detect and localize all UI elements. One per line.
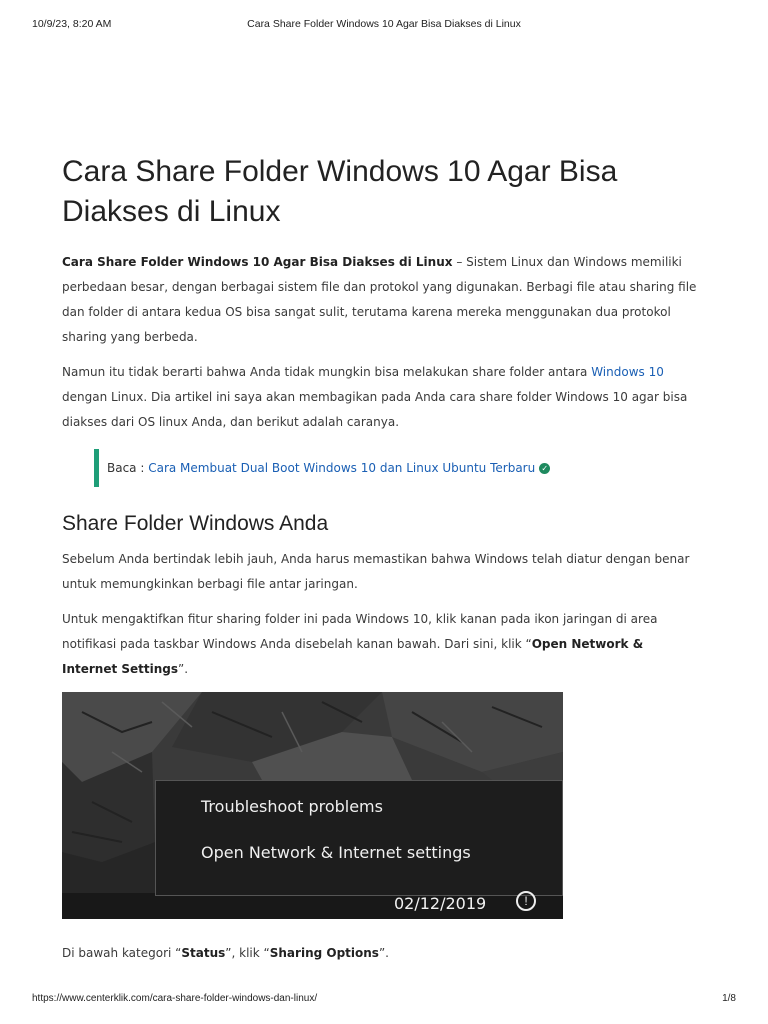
paragraph-4-bold: Open Network & Internet Settings bbox=[62, 637, 644, 676]
notification-icon: ! bbox=[516, 891, 536, 911]
network-menu-screenshot bbox=[62, 692, 563, 919]
paragraph-2-after: dengan Linux. Dia artikel ini saya akan membagikan pada Anda cara share folder Windows 10 agar bisa diakses dari OS linux Anda, dan berikut adalah caranya. bbox=[62, 390, 688, 429]
taskbar-date: 02/12/2019 bbox=[394, 894, 487, 913]
paragraph-4-after: ”. bbox=[178, 662, 189, 676]
paragraph-5-part-1: Di bawah kategori “ bbox=[62, 946, 182, 960]
menu-item-network-settings[interactable]: Open Network & Internet settings bbox=[201, 843, 471, 862]
article-title: Cara Share Folder Windows 10 Agar Bisa Diakses di Linux bbox=[62, 155, 618, 228]
paragraph-4 bbox=[62, 607, 702, 682]
print-header bbox=[32, 18, 736, 32]
intro-text: – Sistem Linux dan Windows memiliki perbedaan besar, dengan berbagai sistem file dan protokol yang digunakan. Berbagi file atau sharing file dan folder di antara kedua OS bisa sangat sulit, terutama karena mereka menggunakan dua protokol sharing yang berbeda. bbox=[62, 255, 697, 344]
print-datetime: 10/9/23, 8:20 AM bbox=[32, 18, 112, 30]
windows-taskbar bbox=[62, 893, 563, 919]
intro-bold: Cara Share Folder Windows 10 Agar Bisa Diakses di Linux bbox=[62, 255, 453, 269]
paragraph-5-part-2: ”, klik “ bbox=[225, 946, 270, 960]
section-title: Share Folder Windows Anda bbox=[62, 512, 329, 535]
print-footer bbox=[32, 993, 736, 1007]
paragraph-3: Sebelum Anda bertindak lebih jauh, Anda harus memastikan bahwa Windows telah diatur dengan benar untuk memungkinkan berbagi file antar jaringan. bbox=[62, 552, 690, 591]
check-circle-icon: ✓ bbox=[539, 463, 550, 474]
print-title: Cara Share Folder Windows 10 Agar Bisa Diakses di Linux bbox=[247, 18, 521, 30]
status-bold: Status bbox=[181, 946, 226, 960]
article bbox=[62, 152, 702, 976]
paragraph-4-before: Untuk mengaktifkan fitur sharing folder ini pada Windows 10, klik kanan pada ikon jaringan di area notifikasi pada taskbar Windows Anda disebelah kanan bawah. Dari sini, klik “ bbox=[62, 612, 658, 651]
network-context-menu bbox=[155, 780, 563, 896]
paragraph-2-before: Namun itu tidak berarti bahwa Anda tidak mungkin bisa melakukan share folder antara bbox=[62, 365, 592, 379]
intro-paragraph bbox=[62, 250, 702, 350]
windows-10-link[interactable]: Windows 10 bbox=[591, 365, 664, 379]
print-page-number: 1/8 bbox=[722, 993, 736, 1004]
paragraph-5 bbox=[62, 941, 702, 966]
paragraph-2 bbox=[62, 360, 702, 435]
callout-prefix: Baca : bbox=[107, 461, 149, 475]
sharing-options-bold: Sharing Options bbox=[269, 946, 379, 960]
paragraph-5-part-3: ”. bbox=[378, 946, 389, 960]
print-url: https://www.centerklik.com/cara-share-folder-windows-dan-linux/ bbox=[32, 993, 318, 1004]
dual-boot-link[interactable]: Cara Membuat Dual Boot Windows 10 dan Linux Ubuntu Terbaru bbox=[148, 461, 536, 475]
menu-item-troubleshoot[interactable]: Troubleshoot problems bbox=[201, 797, 383, 816]
read-also-callout bbox=[94, 449, 702, 487]
